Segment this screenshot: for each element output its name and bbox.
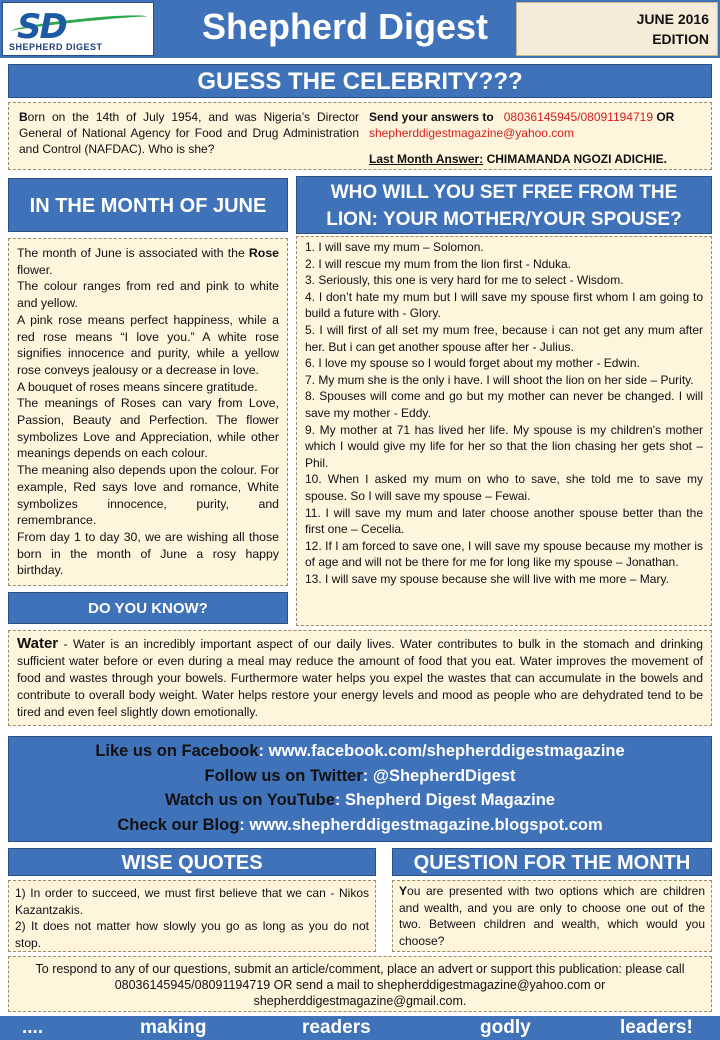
june-paragraph: The meanings of Roses can vary from Love, Passion, Beauty and Perfection. The flower symbolizes Love and Appreciation, while other meanings depends on each colour. — [17, 396, 279, 461]
respond-info: To respond to any of our questions, submit an article/comment, place an advert or support this publication: please call 08036145945/08091194719 OR send a mail to shepherddigestmagazine@yahoo.com or shepherddigestmagazine@gmail.com. — [8, 956, 712, 1012]
list-item: 4. I don’t hate my mum but I will save my spouse first whom I am going to build a future with - Glory. — [305, 289, 703, 321]
twitter-line — [9, 764, 711, 789]
list-item: 7. My mum she is the only i have. I will shoot the lion on her side – Purity. — [305, 372, 694, 387]
june-heading: IN THE MONTH OF JUNE — [8, 178, 288, 232]
lion-heading-line1: WHO WILL YOU SET FREE FROM THE — [330, 182, 678, 203]
lion-answers-list — [296, 236, 712, 626]
list-item: 12. If I am forced to save one, I will save my spouse because my mother is of age and will not be there for me for long like my spouse – Jonathan. — [305, 538, 703, 570]
guess-celebrity-heading: GUESS THE CELEBRITY??? — [8, 64, 712, 98]
facebook-link[interactable]: : www.facebook.com/shepherddigestmagazine — [258, 742, 625, 760]
question-box — [392, 880, 712, 952]
last-month-label: Last Month Answer: — [369, 152, 484, 166]
do-you-know-heading: DO YOU KNOW? — [8, 592, 288, 624]
june-paragraph: From day 1 to day 30, we are wishing all those born in the month of June a rosy happy birthday. — [17, 529, 279, 578]
list-item: 13. I will save my spouse because she will live with me more – Mary. — [305, 571, 669, 586]
rose-word: Rose — [248, 246, 279, 260]
june-paragraph: The colour ranges from red and pink to white and yellow. — [17, 279, 279, 311]
drop-letter: Y — [399, 884, 408, 898]
youtube-label: Watch us on YouTube — [165, 791, 335, 809]
facebook-line — [9, 739, 711, 764]
twitter-label: Follow us on Twitter — [204, 766, 363, 785]
list-item: 1. I will save my mum – Solomon. — [305, 240, 484, 254]
guess-question-text: orn on the 14th of July 1954, and was Nigeria’s Director General of National Agency for Food and Drug Administration and Control (NAFDAC). Who is she? — [19, 110, 359, 156]
logo-text: SHEPHERD DIGEST — [9, 42, 103, 52]
quote-item: 2) It does not matter how slowly you go as long as you do not stop. — [15, 919, 369, 950]
footer-tagline — [0, 1016, 720, 1040]
masthead — [0, 0, 720, 58]
guess-celebrity-box — [8, 102, 712, 170]
drop-letter: B — [19, 110, 28, 124]
water-lead: Water — [17, 635, 59, 652]
list-item: 10. When I asked my mum on who to save, she told me to save my spouse. So I will save my spouse – Fewai. — [305, 472, 703, 503]
tagline-word: readers — [302, 1017, 371, 1038]
june-paragraph: The meaning also depends upon the colour. For example, Red says love and romance, White symbolizes innocence, purity, and remembrance. — [17, 463, 279, 528]
send-phones: 08036145945/08091194719 — [503, 110, 653, 124]
last-month-answer: CHIMAMANDA NGOZI ADICHIE. — [486, 152, 668, 166]
wise-quotes-box — [8, 880, 376, 952]
lion-heading-line2: LION: YOUR MOTHER/YOUR SPOUSE? — [326, 209, 682, 230]
guess-send-info — [369, 109, 709, 167]
question-heading: QUESTION FOR THE MONTH — [392, 848, 712, 876]
send-or: OR — [656, 110, 675, 124]
water-text: - Water is an incredibly important aspect of our daily lives. Water contributes to bulk in the stomach and drinking sufficient water before or even during a meal may reduce the amount of food that you eat. Water improves the movement of food and wastes through your bowels. Furthermore water helps you expel the wastes that can accumulate in the bowels and contribute to overall body weight. Water helps restore your energy levels and mood as people who are dehydrated tend to be tired and even feel slightly down emotionally. — [17, 637, 703, 719]
logo-mark: SD — [17, 7, 66, 47]
send-email: shepherddigestmagazine@yahoo.com — [369, 126, 574, 140]
june-article — [8, 238, 288, 586]
list-item: 5. I will first of all set my mum free, because i can not get any mum after her. But i can get another spouse after her - Julius. — [305, 322, 703, 354]
water-article — [8, 630, 712, 726]
wise-quotes-heading: WISE QUOTES — [8, 848, 376, 876]
june-paragraph: The month of June is associated with the Rose flower. — [17, 246, 279, 277]
list-item: 9. My mother at 71 has lived her life. My spouse is my children's mother which I would give my life for her so that the lion chasing her gets shot – Phil. — [305, 422, 703, 470]
tagline-word: making — [140, 1017, 207, 1038]
tagline-word: godly — [480, 1017, 531, 1038]
edition-box — [516, 2, 718, 56]
edition-label: EDITION — [652, 31, 709, 47]
send-label: Send your answers to — [369, 110, 494, 124]
page-title: Shepherd Digest — [201, 6, 489, 47]
blog-link[interactable]: : www.shepherddigestmagazine.blogspot.com — [239, 815, 603, 834]
twitter-link[interactable]: : @ShepherdDigest — [362, 766, 516, 785]
lion-heading — [296, 176, 712, 234]
quote-item: 1) In order to succeed, we must first believe that we can - Nikos Kazantzakis. — [15, 886, 369, 917]
social-links-box — [8, 736, 712, 842]
logo — [2, 2, 154, 56]
june-paragraph: A bouquet of roses means sincere gratitude. — [17, 379, 258, 394]
tagline-word: .... — [22, 1017, 44, 1038]
edition-month: JUNE 2016 — [636, 11, 709, 27]
list-item: 8. Spouses will come and go but my mother can never be changed. I will save my mother - Eddy. — [305, 389, 703, 420]
blog-label: Check our Blog — [117, 815, 240, 834]
facebook-label: Like us on Facebook — [95, 742, 259, 760]
youtube-link[interactable]: : Shepherd Digest Magazine — [334, 791, 555, 809]
youtube-line — [9, 788, 711, 813]
june-paragraph: A pink rose means perfect happiness, while a red rose means “I love you.” A white rose signifies innocence and purity, while a yellow rose conveys jealousy or a decrease in love. — [17, 312, 279, 377]
list-item: 3. Seriously, this one is very hard for me to select - Wisdom. — [305, 273, 624, 288]
list-item: 2. I will rescue my mum from the lion first - Nduka. — [305, 256, 572, 271]
list-item: 6. I love my spouse so I would forget about my mother - Edwin. — [305, 356, 640, 371]
question-text: ou are presented with two options which are children and wealth, and you are only to choose one out of the two. Between children and wealth, which would you choose? — [399, 884, 705, 948]
tagline-word: leaders! — [620, 1017, 693, 1038]
blog-line — [9, 813, 711, 838]
guess-question — [19, 109, 359, 157]
list-item: 11. I will save my mum and later choose another spouse better than the first one – Cecelia. — [305, 505, 703, 537]
